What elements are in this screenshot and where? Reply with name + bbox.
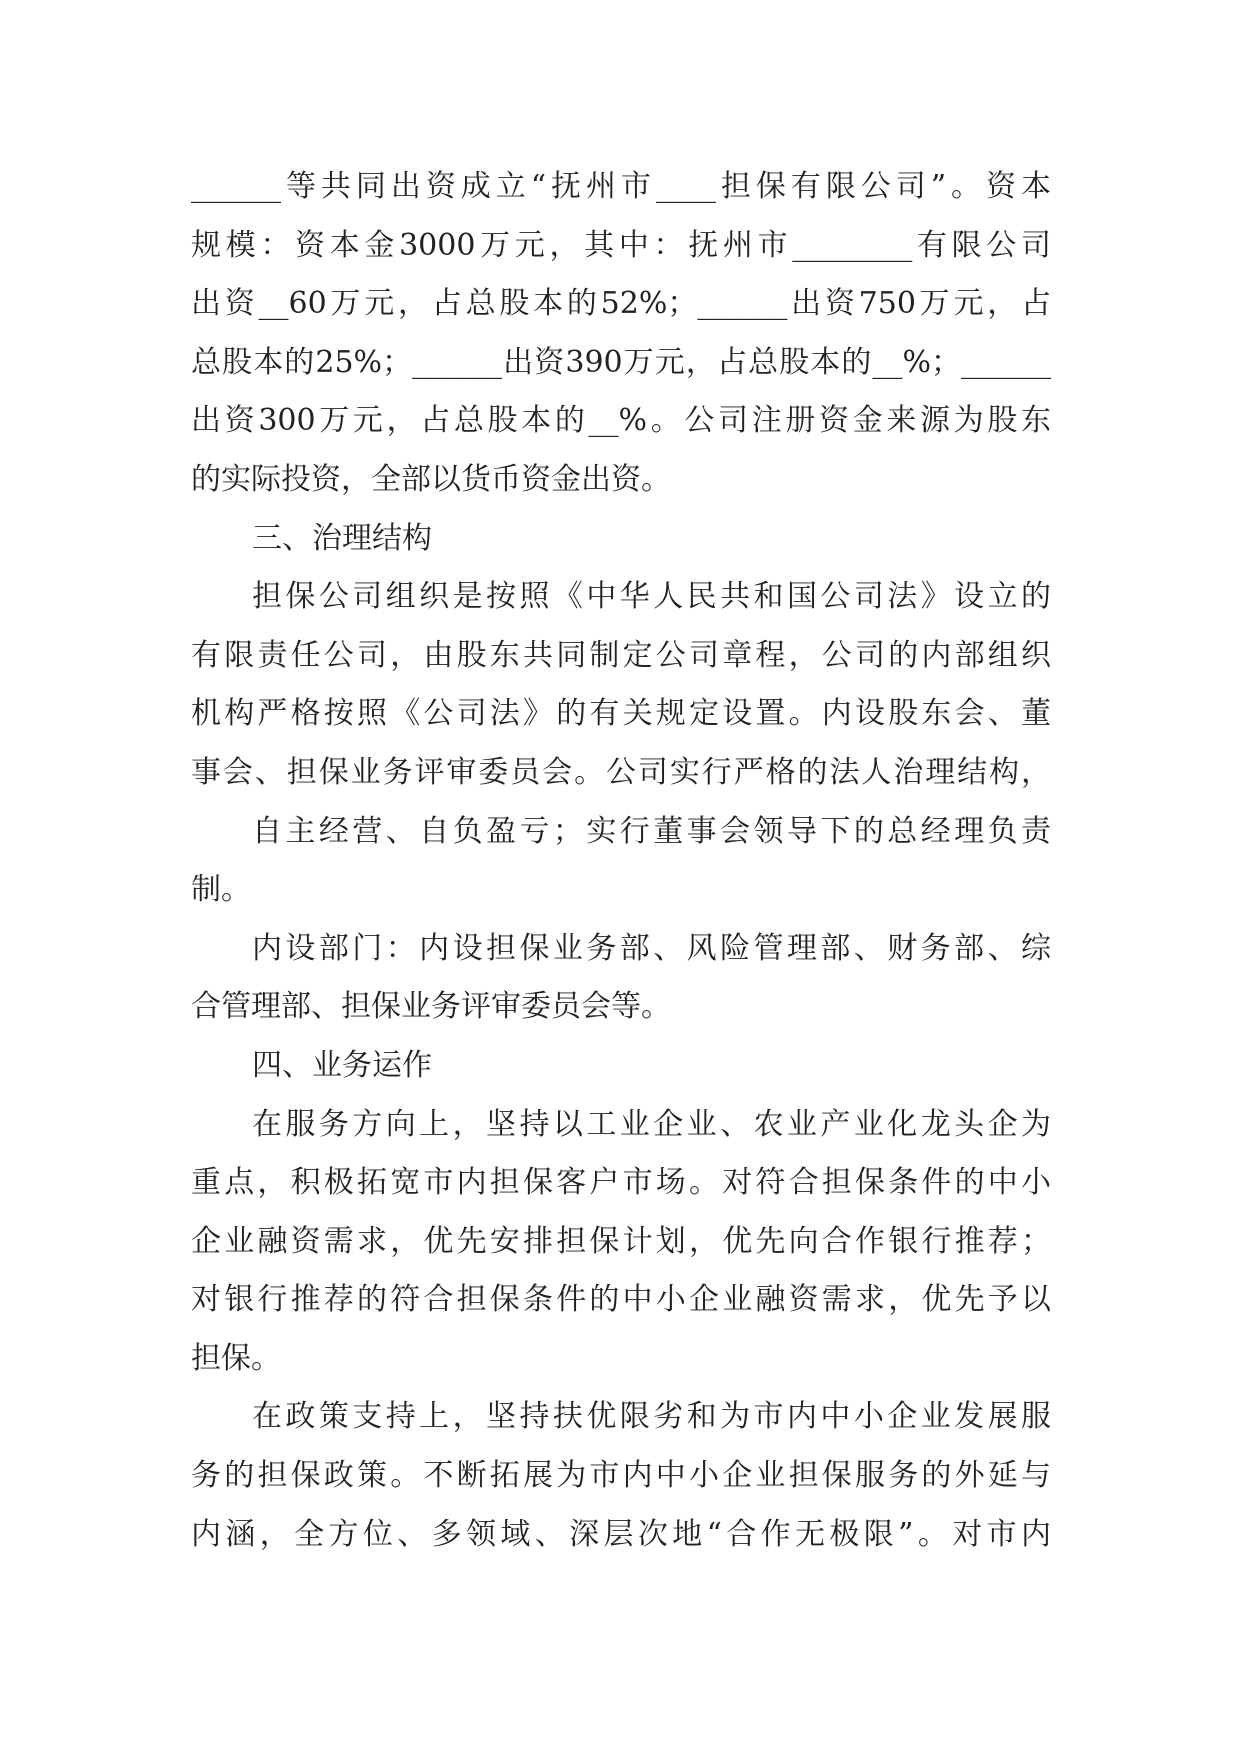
text-line: 内设部门：内设担保业务部、风险管理部、财务部、综: [252, 930, 1051, 966]
text-line: 合管理部、担保业务评审委员会等。: [191, 989, 671, 1025]
text-line: 的实际投资，全部以货币资金出资。: [191, 461, 671, 497]
text-line: 对银行推荐的符合担保条件的中小企业融资需求，优先予以: [191, 1282, 1051, 1318]
text-line: 制。: [191, 872, 251, 908]
section-heading: 四、业务运作: [252, 1047, 432, 1083]
text-line: 规模：资本金3000万元，其中：抚州市________有限公司: [191, 227, 1051, 263]
text-line: 在政策支持上，坚持扶优限劣和为市内中小企业发展服: [252, 1399, 1051, 1435]
document-body: [191, 158, 1051, 1564]
text-line: 内涵，全方位、多领域、深层次地“合作无极限”。对市内: [191, 1516, 1051, 1552]
text-line: 企业融资需求，优先安排担保计划，优先向合作银行推荐；: [191, 1223, 1051, 1259]
section-heading: 三、治理结构: [252, 520, 432, 556]
text-line: 重点，积极拓宽市内担保客户市场。对符合担保条件的中小: [191, 1165, 1051, 1201]
text-line: 事会、担保业务评审委员会。公司实行严格的法人治理结构，: [191, 754, 1051, 790]
text-line: 自主经营、自负盈亏；实行董事会领导下的总经理负责: [252, 813, 1051, 849]
text-line: 出资300万元，占总股本的__%。公司注册资金来源为股东: [191, 403, 1051, 439]
text-line: 担保。: [191, 1340, 281, 1376]
text-line: 出资__60万元，占总股本的52%；______出资750万元，占: [191, 286, 1051, 322]
text-line: 在服务方向上，坚持以工业企业、农业产业化龙头企为: [252, 1106, 1051, 1142]
text-line: 总股本的25%；______出资390万元，占总股本的__%；______: [191, 344, 1051, 380]
text-line: 有限责任公司，由股东共同制定公司章程，公司的内部组织: [191, 637, 1051, 673]
text-line: 务的担保政策。不断拓展为市内中小企业担保服务的外延与: [191, 1458, 1051, 1494]
text-line: 担保公司组织是按照《中华人民共和国公司法》设立的: [252, 579, 1051, 615]
text-line: ______等共同出资成立“抚州市____担保有限公司”。资本: [191, 169, 1051, 204]
text-line: 机构严格按照《公司法》的有关规定设置。内设股东会、董: [191, 696, 1051, 732]
